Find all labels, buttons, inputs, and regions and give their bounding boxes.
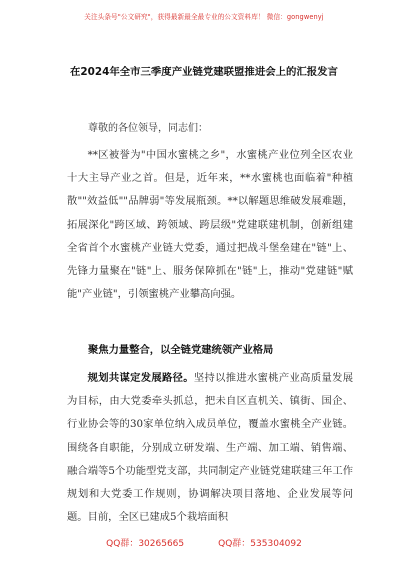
footer-qq-group-2: QQ群：535304092 xyxy=(218,539,302,549)
intro-paragraph: **区被誉为"中国水蜜桃之乡"，水蜜桃产业位列全区农业十大主导产业之首。但是，近年来，**水蜜桃也面临着"种植散""效益低""品牌弱"等发展瓶颈。**以解题思维破发展难题，拓展深化"跨区域、跨领域、跨层级"党建联建机制，创新组建全省首个水蜜桃产业链大党委，通过把战斗堡垒建在"链"上、先锋力量聚在"链"上、服务保障抓在"链"上，推动"党建链"赋能"产业链"，引领蜜桃产业攀高向强。 xyxy=(67,149,353,301)
document-title: 在2024年全市三季度产业链党建联盟推进会上的汇报发言 xyxy=(70,66,338,78)
paragraph-lead: 规划共谋定发展路径。 xyxy=(87,372,194,384)
salutation: 尊敬的各位领导，同志们： xyxy=(88,123,208,134)
paragraph-body: 坚持以推进水蜜桃产业高质量发展为目标，由大党委牵头抓总，把未自区直机关、镇街、国企、行业协会等的30家单位纳入成员单位，覆盖水蜜桃全产业链。围绕各自职能，分别成立研发端、生产端、加工端、销售端、融合端等5个功能型党支部，共同制定产业链党建联建三年工作规划和大党委工作规则，协调解决项目落地、企业发展等问题。目前，全区已建成5个栽培面积 xyxy=(67,372,354,524)
footer-contact xyxy=(0,536,408,549)
section-heading: 聚焦力量整合，以全链党建统领产业格局 xyxy=(88,344,274,356)
header-banner: 关注头条号"公文研究"，获得最新最全最专业的公文资料库！ 微信：gongwenyj xyxy=(84,13,324,21)
footer-qq-group-1: QQ群：30265665 xyxy=(106,539,185,549)
body-paragraph xyxy=(67,367,353,529)
